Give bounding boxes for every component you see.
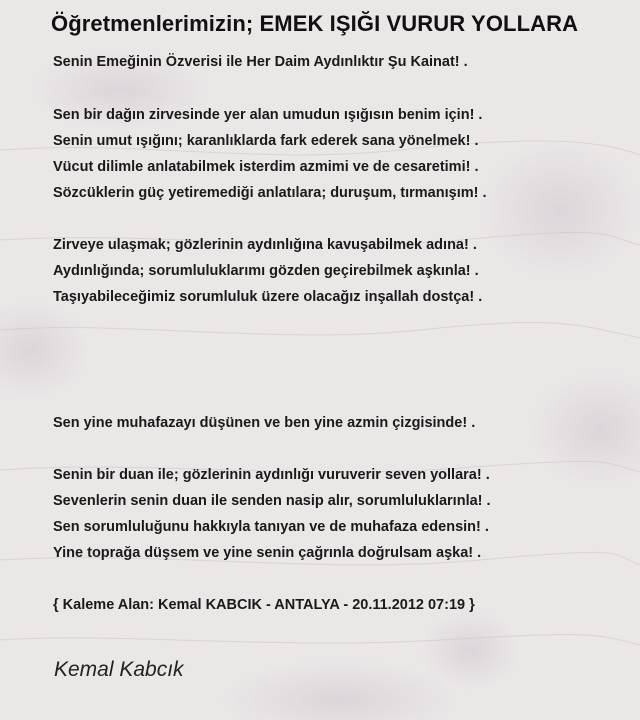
poem-line: Taşıyabileceğimiz sorumluluk üzere olacağız inşallah dostça! .	[53, 289, 483, 305]
poem-line: Yine toprağa düşsem ve yine senin çağrınla doğrulsam aşka! .	[53, 545, 482, 561]
poem-title: Öğretmenlerimizin; EMEK IŞIĞI VURUR YOLLARA	[51, 11, 579, 36]
author-signature: Kemal Kabcık	[54, 658, 184, 681]
poem-line: Vücut dilimle anlatabilmek isterdim azmimi ve de cesaretimi! .	[53, 159, 479, 175]
poem-line: Zirveye ulaşmak; gözlerinin aydınlığına kavuşabilmek adına! .	[53, 237, 477, 253]
poem-line: Sen bir dağın zirvesinde yer alan umudun ışığısın benim için! .	[53, 107, 483, 123]
poem-line: Sözcüklerin güç yetiremediği anlatılara; duruşum, tırmanışım! .	[53, 185, 487, 201]
poem-line: Aydınlığında; sorumluluklarımı gözden geçirebilmek aşkınla! .	[53, 263, 479, 279]
poem-line: Sen yine muhafazayı düşünen ve ben yine azmin çizgisinde! .	[53, 415, 476, 431]
poem-line: Senin Emeğinin Özverisi ile Her Daim Aydınlıktır Şu Kainat! .	[53, 54, 468, 70]
poem-line: Sevenlerin senin duan ile senden nasip alır, sorumluluklarınla! .	[53, 493, 491, 509]
poem-credit: { Kaleme Alan: Kemal KABCIK - ANTALYA - 20.11.2012 07:19 }	[53, 597, 475, 613]
poem-line: Sen sorumluluğunu hakkıyla tanıyan ve de muhafaza edensin! .	[53, 519, 489, 535]
poem-line: Senin bir duan ile; gözlerinin aydınlığı vuruverir seven yollara! .	[53, 467, 490, 483]
poem-line: Senin umut ışığını; karanlıklarda fark ederek sana yönelmek! .	[53, 133, 479, 149]
